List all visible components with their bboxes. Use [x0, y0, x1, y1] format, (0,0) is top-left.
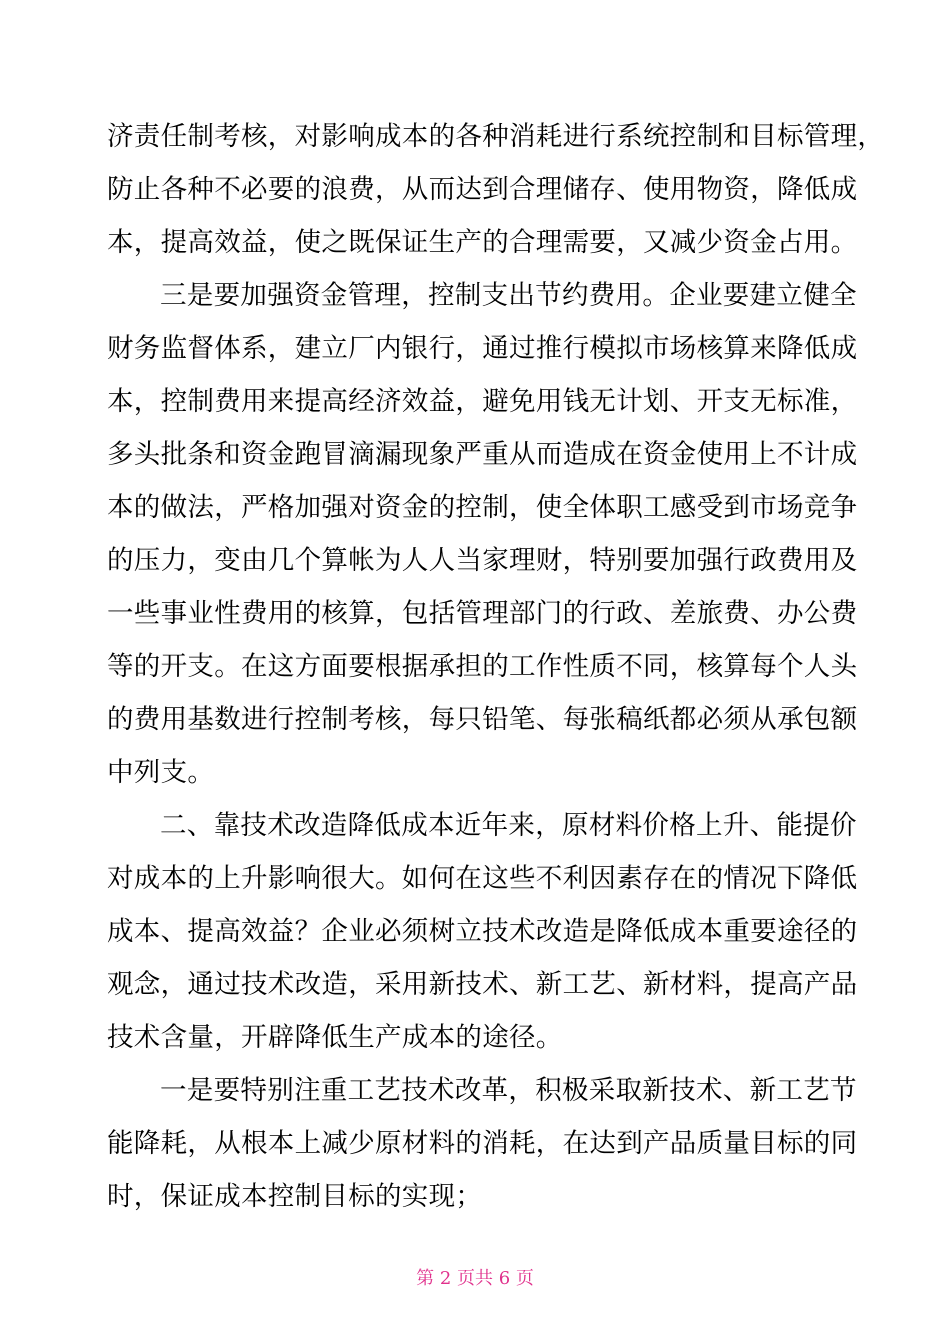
text-line: 的费用基数进行控制考核，每只铅笔、每张稿纸都必须从承包额: [107, 704, 858, 735]
text-line: 一些事业性费用的核算，包括管理部门的行政、差旅费、办公费: [107, 598, 858, 629]
page-number-footer: 第 2 页共 6 页: [416, 1268, 534, 1289]
text-line: 等的开支。在这方面要根据承担的工作性质不同，核算每个人头: [107, 651, 858, 682]
text-line: 防止各种不必要的浪费，从而达到合理储存、使用物资，降低成: [107, 174, 858, 205]
document-body: [107, 110, 885, 1223]
text-line: 本的做法，严格加强对资金的控制，使全体职工感受到市场竞争: [107, 492, 858, 523]
text-line: 成本、提高效益？企业必须树立技术改造是降低成本重要途径的: [107, 916, 858, 947]
text-line: 能降耗，从根本上减少原材料的消耗，在达到产品质量目标的同: [107, 1128, 858, 1159]
text-line: 一是要特别注重工艺技术改革，积极采取新技术、新工艺节: [160, 1075, 857, 1106]
text-line: 对成本的上升影响很大。如何在这些不利因素存在的情况下降低: [107, 863, 858, 894]
text-line: 时，保证成本控制目标的实现；: [107, 1181, 483, 1212]
text-line: 多头批条和资金跑冒滴漏现象严重从而造成在资金使用上不计成: [107, 439, 858, 470]
text-line: 财务监督体系，建立厂内银行，通过推行模拟市场核算来降低成: [107, 333, 858, 364]
text-line: 二、靠技术改造降低成本近年来，原材料价格上升、能提价: [160, 810, 857, 841]
text-line: 三是要加强资金管理，控制支出节约费用。企业要建立健全: [160, 280, 857, 311]
text-line: 本，提高效益，使之既保证生产的合理需要，又减少资金占用。: [107, 227, 858, 258]
text-line: 本，控制费用来提高经济效益，避免用钱无计划、开支无标准，: [107, 386, 858, 417]
text-line: 济责任制考核，对影响成本的各种消耗进行系统控制和目标管理，: [107, 121, 885, 152]
text-line: 中列支。: [107, 757, 215, 788]
text-line: 技术含量，开辟降低生产成本的途径。: [107, 1022, 563, 1053]
text-line: 观念，通过技术改造，采用新技术、新工艺、新材料，提高产品: [107, 969, 858, 1000]
text-line: 的压力，变由几个算帐为人人当家理财，特别要加强行政费用及: [107, 545, 858, 576]
